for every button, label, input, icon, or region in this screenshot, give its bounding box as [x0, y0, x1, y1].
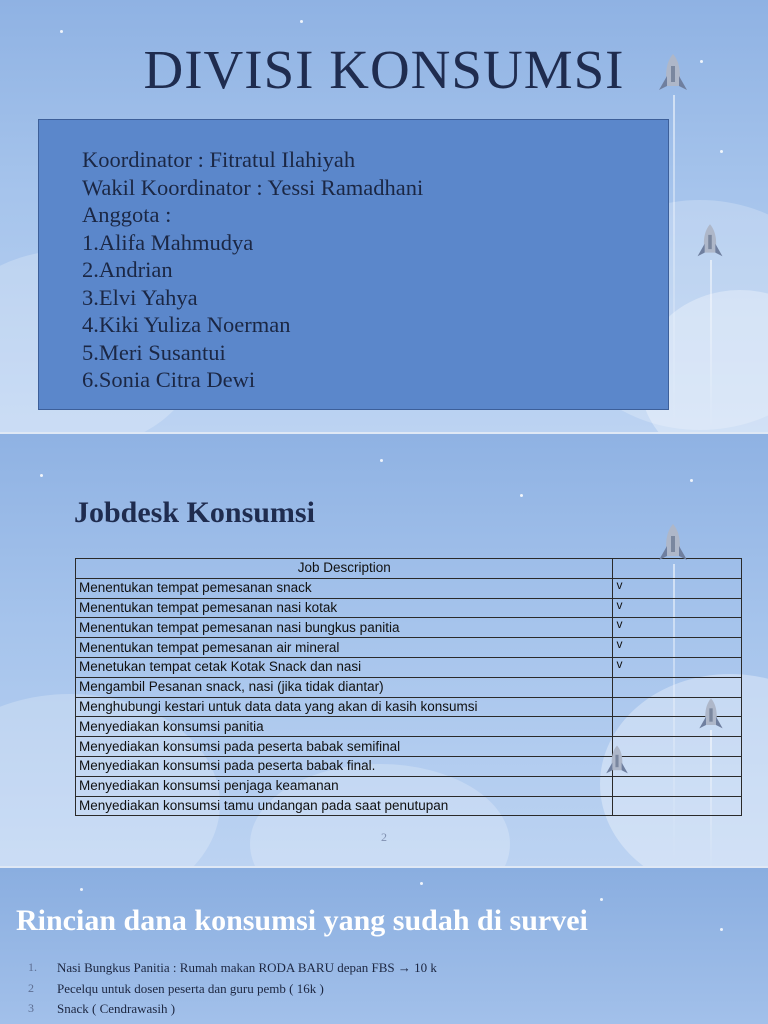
member-item: 1.Alifa Mahmudya [82, 229, 254, 255]
list-item-number: 1. [28, 960, 37, 974]
check-cell: v [613, 578, 742, 598]
table-row [76, 657, 742, 677]
star-decoration [600, 898, 603, 901]
table-row [76, 677, 742, 697]
member-list [82, 146, 423, 394]
star-decoration [690, 479, 693, 482]
list-item-text: Nasi Bungkus Panitia : Rumah makan RODA BARU depan FBS → 10 k [57, 960, 437, 975]
list-item-text: Pecelqu untuk dosen peserta dan guru pemb ( 16k ) [57, 980, 324, 996]
star-decoration [720, 928, 723, 931]
member-item: 4.Kiki Yuliza Noerman [82, 312, 291, 337]
star-decoration [420, 882, 423, 885]
member-item: 6.Sonia Citra Dewi [82, 367, 256, 392]
member-item: 5.Meri Susantui [82, 339, 226, 365]
check-cell: v [613, 638, 742, 658]
star-decoration [60, 30, 63, 33]
table-row [76, 578, 742, 598]
slide-rincian-dana [0, 868, 768, 1024]
job-cell: Menyediakan konsumsi penjaga keamanan [76, 776, 613, 796]
check-cell: v [613, 598, 742, 618]
table-row [76, 737, 742, 757]
page-number: 2 [381, 830, 387, 844]
table-row [76, 697, 742, 717]
list-item-number: 3 [28, 1001, 34, 1015]
check-cell: v [613, 657, 742, 677]
list-item-number: 2 [28, 980, 34, 995]
table-row [76, 796, 742, 816]
star-decoration [300, 20, 303, 23]
job-cell: Menyediakan konsumsi pada peserta babak semifinal [76, 737, 613, 757]
rocket-icon [694, 222, 726, 262]
members-heading: Anggota : [82, 202, 172, 227]
rocket-icon [696, 696, 726, 734]
table-header-row [76, 559, 742, 579]
rocket-icon [655, 522, 691, 566]
table-row [76, 638, 742, 658]
page-title: DIVISI KONSUMSI [143, 39, 625, 100]
star-decoration [520, 494, 523, 497]
member-item: 3.Elvi Yahya [82, 284, 198, 310]
star-decoration [40, 474, 43, 477]
check-cell [613, 677, 742, 697]
job-cell: Menyediakan konsumsi pada peserta babak final. [76, 756, 613, 776]
job-cell: Menentukan tempat pemesanan snack [76, 578, 613, 598]
section-heading: Jobdesk Konsumsi [74, 496, 315, 529]
table-row [76, 776, 742, 796]
job-cell: Menentukan tempat pemesanan nasi bungkus panitia [76, 618, 613, 638]
rocket-trail [673, 95, 675, 430]
job-cell: Menyediakan konsumsi panitia [76, 717, 613, 737]
check-cell [613, 776, 742, 796]
table-row [76, 618, 742, 638]
star-decoration [380, 459, 383, 462]
column-header-job-description: Job Description [76, 559, 613, 579]
table-row [76, 717, 742, 737]
star-decoration [80, 888, 83, 891]
member-list-box [38, 119, 669, 410]
table-row [76, 756, 742, 776]
list-item-text: Snack ( Cendrawasih ) [57, 1001, 176, 1016]
rocket-trail [710, 260, 712, 430]
job-cell: Mengambil Pesanan snack, nasi (jika tidak diantar) [76, 677, 613, 697]
slide-divisi-konsumsi [0, 0, 768, 432]
member-item: 2.Andrian [82, 257, 173, 282]
check-cell: v [613, 618, 742, 638]
vice-coordinator-line: Wakil Koordinator : Yessi Ramadhani [82, 174, 424, 200]
job-cell: Menentukan tempat pemesanan nasi kotak [76, 598, 613, 618]
jobdesk-table [75, 558, 742, 816]
job-cell: Menentukan tempat pemesanan air mineral [76, 638, 613, 658]
star-decoration [720, 150, 723, 153]
table-row [76, 598, 742, 618]
section-heading: Rincian dana konsumsi yang sudah di survei [16, 904, 588, 937]
check-cell [613, 796, 742, 816]
job-cell: Menghubungi kestari untuk data data yang akan di kasih konsumsi [76, 697, 613, 717]
check-cell [613, 737, 742, 757]
rocket-icon [603, 744, 631, 778]
check-cell [613, 756, 742, 776]
coordinator-line: Koordinator : Fitratul Ilahiyah [82, 147, 356, 172]
job-cell: Menyediakan konsumsi tamu undangan pada saat penutupan [76, 796, 613, 816]
job-cell: Menetukan tempat cetak Kotak Snack dan nasi [76, 657, 613, 677]
slide-jobdesk [0, 434, 768, 866]
